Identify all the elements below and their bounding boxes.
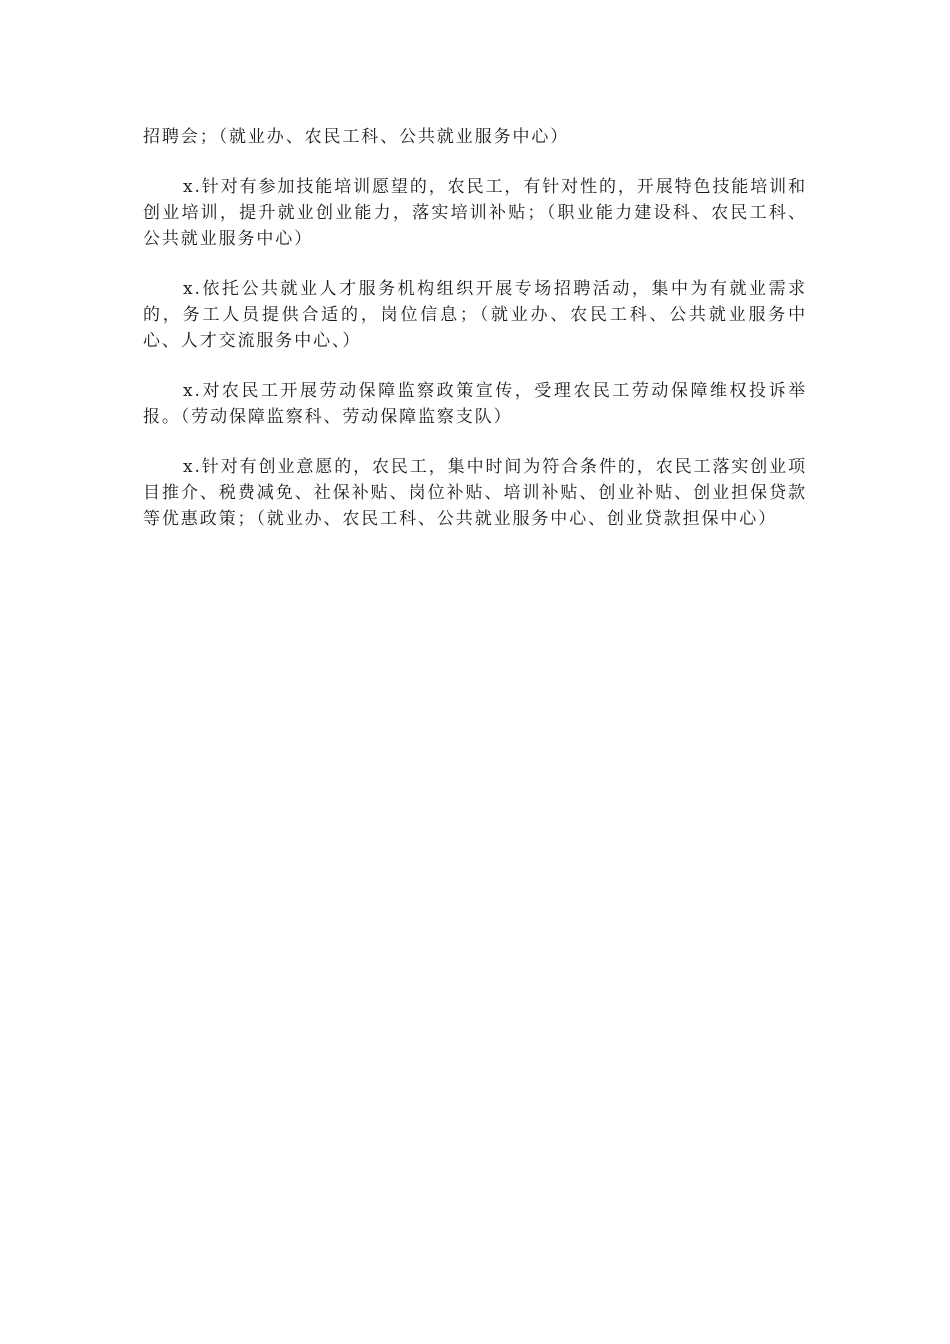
document-body	[143, 124, 807, 556]
paragraph-continuation: 招聘会；（就业办、农民工科、公共就业服务中心）	[143, 127, 570, 147]
paragraph-entrepreneurship: x.针对有创业意愿的，农民工，集中时间为符合条件的，农民工落实创业项目推介、税费减免、社保补贴、岗位补贴、培训补贴、创业补贴、创业担保贷款等优惠政策；（就业办、农民工科、公共就业服务中心、创业贷款担保中心）	[143, 457, 807, 529]
paragraph-recruitment: x.依托公共就业人才服务机构组织开展专场招聘活动，集中为有就业需求的，务工人员提供合适的，岗位信息；（就业办、农民工科、公共就业服务中心、人才交流服务中心、）	[143, 279, 807, 351]
paragraph-skills-training: x.针对有参加技能培训愿望的，农民工，有针对性的，开展特色技能培训和创业培训，提升就业创业能力，落实培训补贴；（职业能力建设科、农民工科、公共就业服务中心）	[143, 177, 807, 249]
paragraph-labor-inspection: x.对农民工开展劳动保障监察政策宣传，受理农民工劳动保障维权投诉举报。（劳动保障监察科、劳动保障监察支队）	[143, 381, 807, 427]
